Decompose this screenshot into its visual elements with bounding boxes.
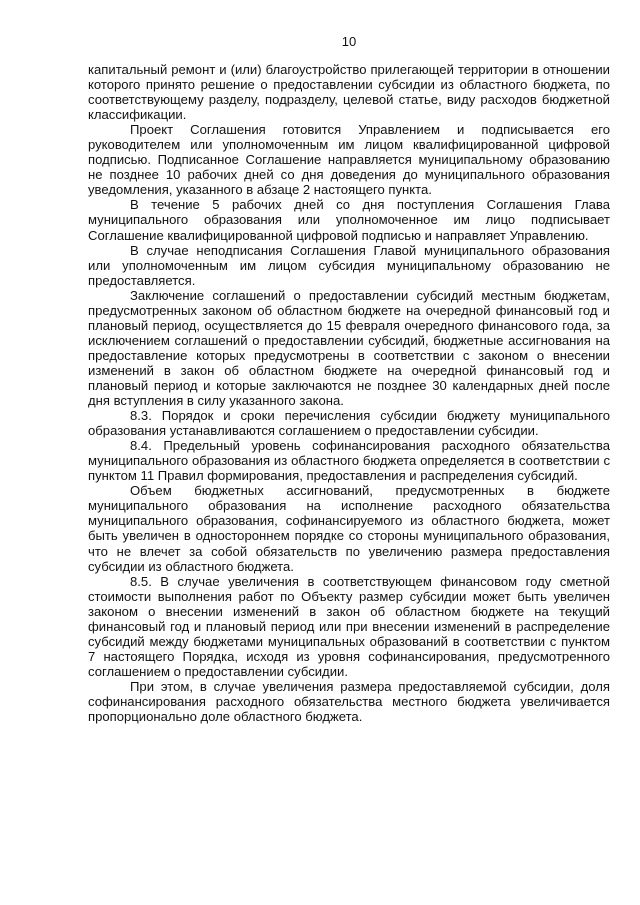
paragraph-unsigned-case: В случае неподписания Соглашения Главой муниципального образования или уполномоченным им лицом субсидия муниципальному образованию не предоставляется. [88,242,610,288]
paragraph-8-5: 8.5. В случае увеличения в соответствующем финансовом году сметной стоимости выполнения работ по Объекту размер субсидии может быть увеличен законом о внесении изменений в закон об областном бюджете на текущий финансовый год и плановый период или при внесении изменений в распределение субсидий между бюджетами муниципальных образований в соответствии с пунктом 7 настоящего Порядка, исходя из уровня софинансирования, предусмотренного соглашением о предоставлении субсидии. [88,573,610,679]
paragraph-continuation: капитальный ремонт и (или) благоустройство прилегающей территории в отношении которого принято решение о предоставлении субсидии из областного бюджета, по соответствующему разделу, подразделу, целевой статье, виду расходов бюджетной классификации. [88,62,610,123]
paragraph-signing-deadline: В течение 5 рабочих дней со дня поступления Соглашения Глава муниципального образования или уполномоченное им лицо подписывает Соглашение квалифицированной цифровой подписью и направляет Управлению. [88,197,610,243]
document-body [88,62,610,724]
page-number: 10 [341,34,357,49]
paragraph-8-4: 8.4. Предельный уровень софинансирования расходного обязательства муниципального образования из областного бюджета определяется в соответствии с пунктом 11 Правил формирования, предоставления и распределения субсидий. [88,438,610,484]
paragraph-budget-volume: Объем бюджетных ассигнований, предусмотренных в бюджете муниципального образования на исполнение расходного обязательства муниципального образования, софинансируемого из областного бюджета, может быть увеличен в одностороннем порядке со стороны муниципального образования, что не влечет за собой обязательств по увеличению размера предоставления субсидии из областного бюджета. [88,483,610,574]
paragraph-agreement-conclusion: Заключение соглашений о предоставлении субсидий местным бюджетам, предусмотренных законом об областном бюджете на очередной финансовый год и плановый период, осуществляется до 15 февраля очередного финансового года, за исключением соглашений о предоставлении субсидий, бюджетные ассигнования на предоставление которых предусмотрены в соответствии с законом о внесении изменений в закон об областном бюджете на очередной финансовый год и плановый период и которые заключаются не позднее 30 календарных дней после дня вступления в силу указанного закона. [88,287,610,409]
paragraph-8-3: 8.3. Порядок и сроки перечисления субсидии бюджету муниципального образования устанавливаются соглашением о предоставлении субсидии. [88,408,610,439]
paragraph-cofinancing-share: При этом, в случае увеличения размера предоставляемой субсидии, доля софинансирования расходного обязательства местного бюджета увеличивается пропорционально доле областного бюджета. [88,678,610,725]
paragraph-agreement-draft: Проект Соглашения готовится Управлением и подписывается его руководителем или уполномоченным им лицом квалифицированной цифровой подписью. Подписанное Соглашение направляется муниципальному образованию не позднее 10 рабочих дней со дня доведения до муниципального образования уведомления, указанного в абзаце 2 настоящего пункта. [88,122,610,198]
